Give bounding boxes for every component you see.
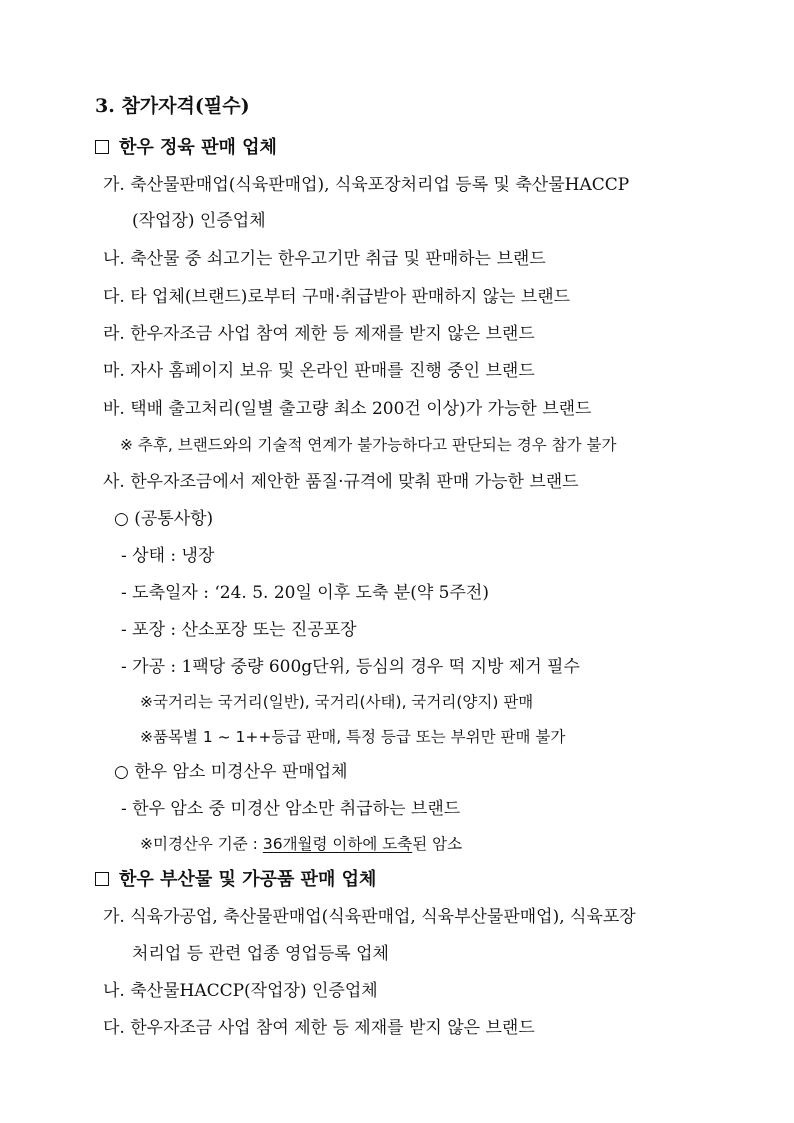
sec2-item-ga-cont: 처리업 등 관련 업종 영업등록 업체 [132, 944, 389, 964]
common-item-packaging: - 포장 : 산소포장 또는 진공포장 [121, 620, 357, 640]
common-note-gukgeori: ※국거리는 국거리(일반), 국거리(사태), 국거리(양지) 판매 [140, 693, 534, 711]
heifer-heading: ○ 한우 암소 미경산우 판매업체 [114, 762, 348, 782]
section-heading-2: 한우 부산물 및 가공품 판매 업체 [95, 869, 376, 891]
heifer-note: ※미경산우 기준 : 36개월령 이하에 도축된 암소 [140, 835, 463, 853]
sec1-item-ga-cont: (작업장) 인증업체 [132, 211, 266, 231]
common-item-processing: - 가공 : 1팩당 중량 600g단위, 등심의 경우 떡 지방 제거 필수 [121, 657, 580, 677]
sec2-item-na: 나. 축산물HACCP(작업장) 인증업체 [103, 981, 378, 1001]
common-note-grade: ※품목별 1 ~ 1++등급 판매, 특정 등급 또는 부위만 판매 불가 [140, 728, 566, 746]
sec1-item-na: 나. 축산물 중 쇠고기는 한우고기만 취급 및 판매하는 브랜드 [103, 249, 546, 269]
sec1-item-ma: 마. 자사 홈페이지 보유 및 온라인 판매를 진행 중인 브랜드 [103, 361, 535, 381]
sec2-item-ga: 가. 식육가공업, 축산물판매업(식육판매업, 식육부산물판매업), 식육포장 [103, 907, 636, 927]
sec2-item-da: 다. 한우자조금 사업 참여 제한 등 제재를 받지 않은 브랜드 [103, 1018, 535, 1038]
section-heading-1: 한우 정육 판매 업체 [95, 137, 277, 159]
sec1-item-ra: 라. 한우자조금 사업 참여 제한 등 제재를 받지 않은 브랜드 [103, 324, 535, 344]
section-title: 3. 참가자격(필수) [95, 95, 250, 117]
checkbox-square-icon [95, 140, 109, 154]
sec1-item-sa: 사. 한우자조금에서 제안한 품질·규격에 맞춰 판매 가능한 브랜드 [103, 472, 579, 492]
heifer-item: - 한우 암소 중 미경산 암소만 취급하는 브랜드 [121, 799, 461, 819]
sec1-item-da: 다. 타 업체(브랜드)로부터 구매·취급받아 판매하지 않는 브랜드 [103, 287, 571, 307]
checkbox-square-icon [95, 872, 109, 886]
common-item-slaughter-date: - 도축일자 : ‘24. 5. 20일 이후 도축 분(약 5주전) [121, 583, 489, 603]
sec1-item-ga: 가. 축산물판매업(식육판매업), 식육포장처리업 등록 및 축산물HACCP [103, 175, 630, 195]
common-items-heading: ○ (공통사항) [114, 509, 214, 529]
sec1-item-ba: 바. 택배 출고처리(일별 출고량 최소 200건 이상)가 가능한 브랜드 [103, 399, 592, 419]
sec1-note-ba: ※ 추후, 브랜드와의 기술적 연계가 불가능하다고 판단되는 경우 참가 불가 [120, 436, 617, 454]
common-item-state: - 상태 : 냉장 [121, 546, 215, 566]
